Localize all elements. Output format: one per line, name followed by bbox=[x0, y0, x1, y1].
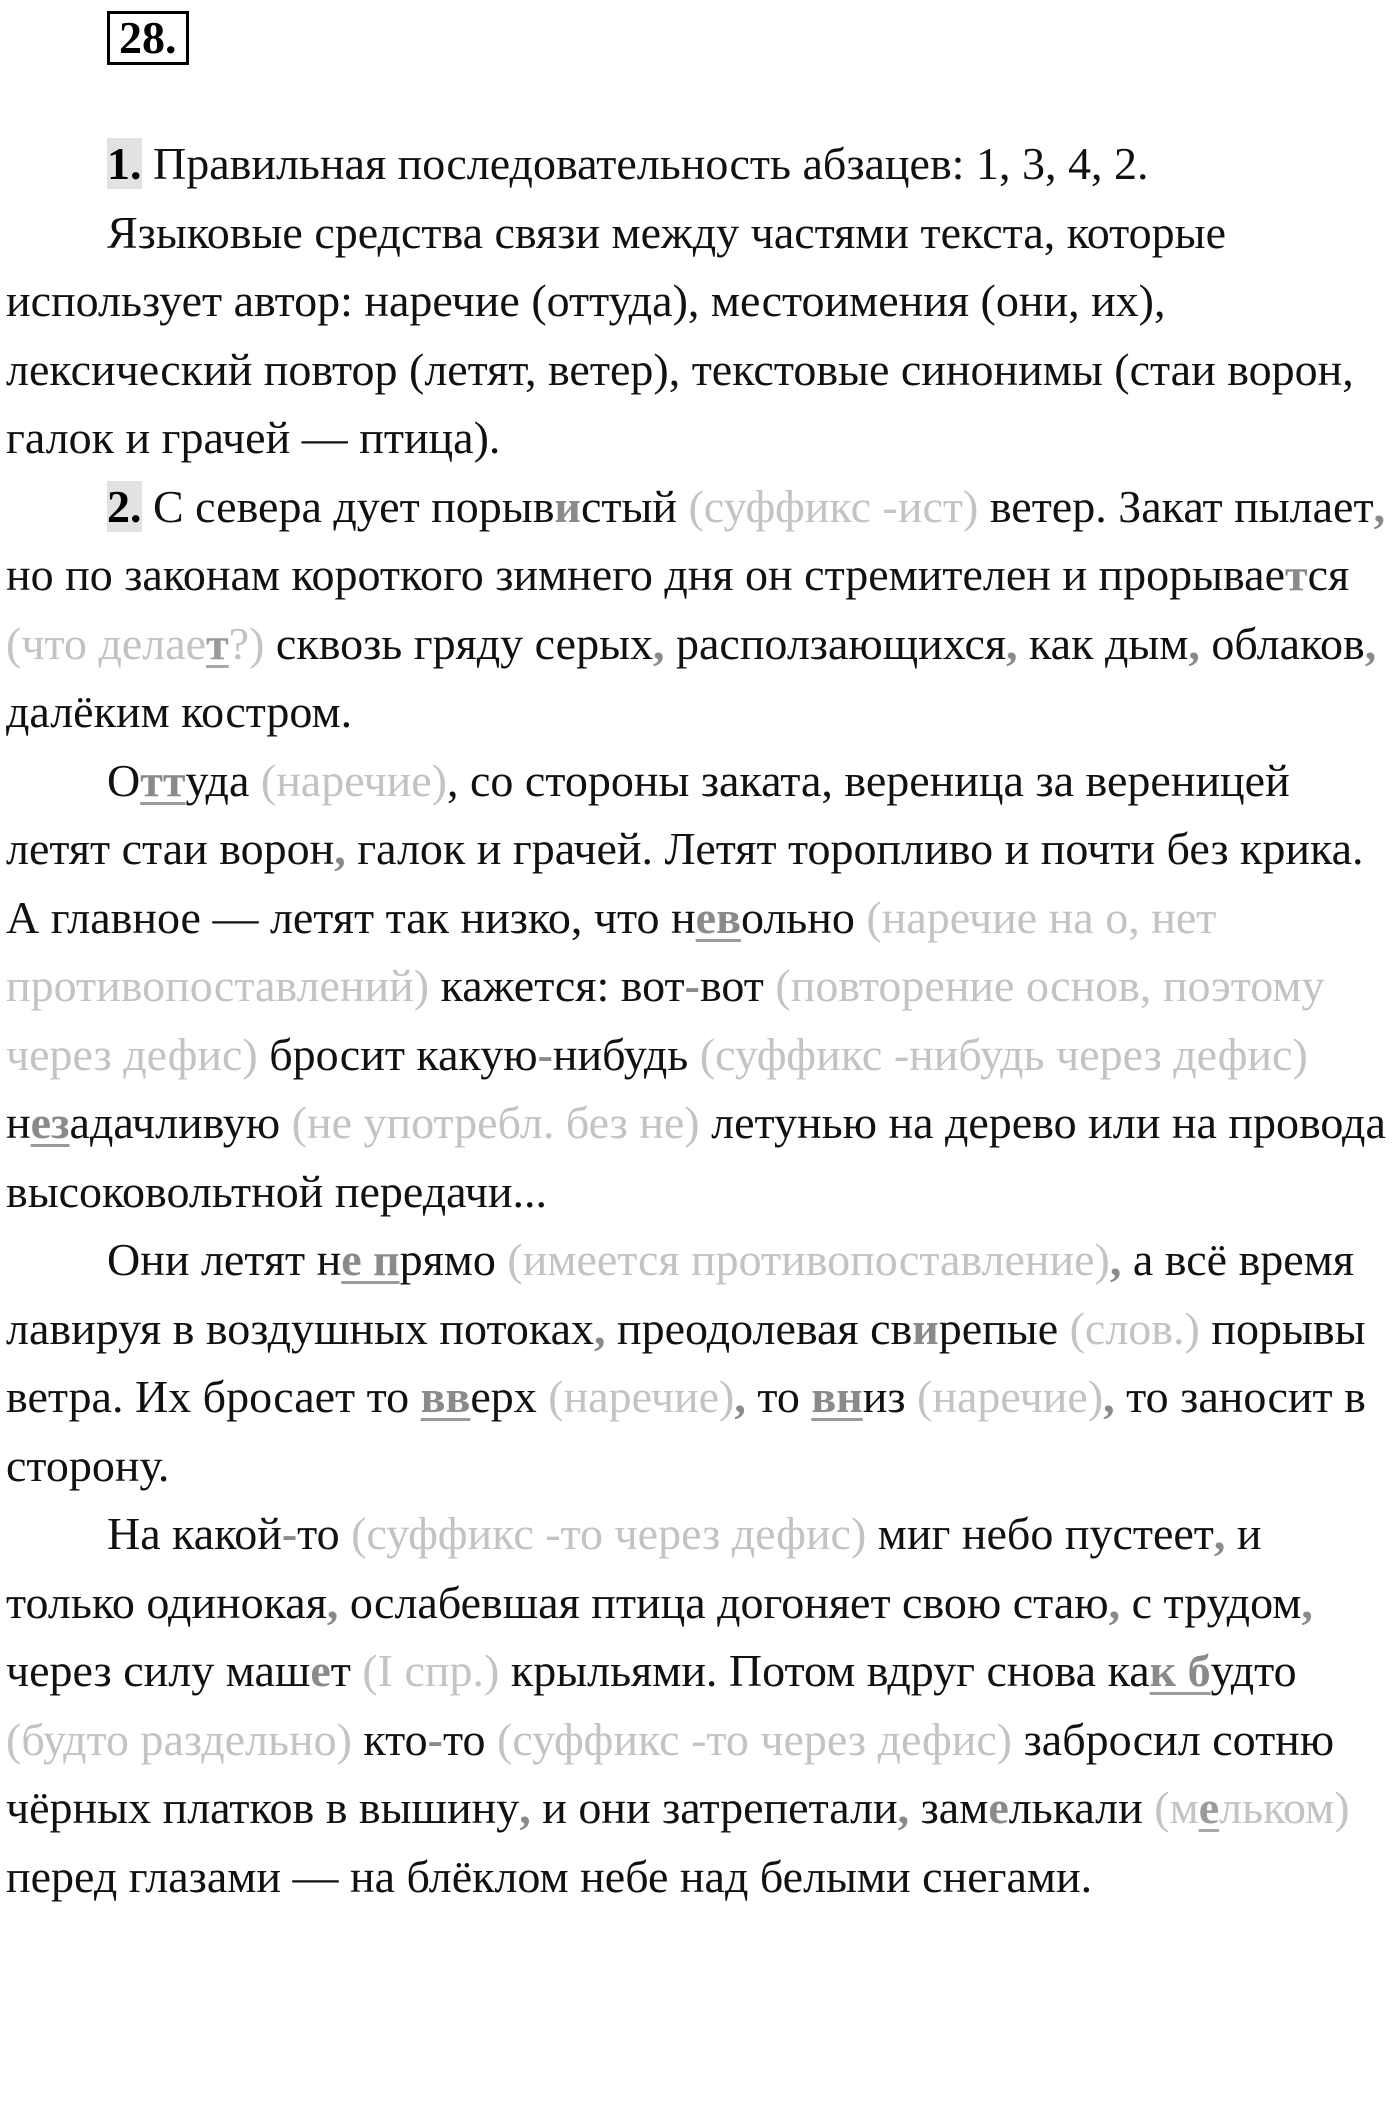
text-run: лькали bbox=[1008, 1782, 1155, 1833]
grammar-note: (м bbox=[1154, 1782, 1199, 1833]
grammar-note: (повторение основ, поэтому через дефис) bbox=[6, 960, 1325, 1080]
text-run: ослабевшая птица догоняет свою стаю bbox=[338, 1576, 1109, 1628]
text-run: и они затрепетали bbox=[530, 1782, 898, 1833]
highlighted-letter: , bbox=[1006, 617, 1018, 669]
highlighted-letter: , bbox=[1188, 617, 1200, 669]
underlined-letters: тт bbox=[140, 754, 186, 806]
text-run: кто bbox=[351, 1713, 428, 1765]
grammar-note: (суффикс -ист) bbox=[688, 480, 979, 532]
text-run: бросит какую bbox=[257, 1028, 538, 1080]
highlighted-letter: и bbox=[912, 1302, 939, 1354]
text-run: крыльями. Потом вдруг снова ка bbox=[499, 1645, 1150, 1696]
text-run: рямо bbox=[399, 1234, 508, 1285]
text-run: через силу маш bbox=[6, 1645, 311, 1696]
highlighted-letter: и bbox=[554, 480, 581, 532]
paragraph bbox=[6, 473, 1390, 747]
grammar-note: (суффикс -то через дефис) bbox=[497, 1713, 1013, 1765]
highlighted-letter: , bbox=[1103, 1371, 1115, 1422]
text-run: О bbox=[107, 754, 141, 806]
text-run: Правильная последовательность абзацев: 1, 3, 4, 2. bbox=[141, 138, 1149, 189]
grammar-note: (не употребл. без не) bbox=[291, 1097, 700, 1148]
highlighted-letter: , bbox=[1373, 480, 1386, 532]
text-run: с трудом bbox=[1120, 1576, 1302, 1628]
text-run: н bbox=[6, 1097, 31, 1148]
text-run: облаков bbox=[1199, 617, 1365, 669]
highlighted-letter: , bbox=[897, 1782, 910, 1833]
text-run: расползающихся bbox=[664, 617, 1007, 669]
text-run: забросил сотню чёрных платков в вышину bbox=[6, 1713, 1335, 1833]
text-run: то bbox=[443, 1713, 497, 1765]
answer-text bbox=[6, 130, 1390, 1911]
highlighted-letter: , bbox=[734, 1371, 746, 1422]
underlined-note-letter: т bbox=[206, 617, 229, 669]
text-run: На какой bbox=[107, 1508, 282, 1559]
grammar-note: льком) bbox=[1219, 1782, 1350, 1833]
text-run: летунью на дерево или на провода высоковольтной передачи... bbox=[6, 1097, 1386, 1217]
text-run: галок и грачей. Летят торопливо и почти без крика. А главное — летят так низко, что н bbox=[6, 823, 1364, 943]
text-run: вот bbox=[699, 960, 776, 1011]
grammar-note: (наречие) bbox=[548, 1371, 735, 1422]
highlighted-letter: , bbox=[334, 823, 346, 874]
underlined-letters: вн bbox=[811, 1371, 863, 1422]
underlined-letters: ез bbox=[30, 1097, 70, 1148]
text-run: С севера дует порыв bbox=[141, 480, 555, 532]
grammar-note: (наречие) bbox=[917, 1371, 1104, 1422]
text-run: порывы ветра. Их бросает то bbox=[6, 1302, 1366, 1422]
highlighted-letter: е bbox=[988, 1782, 1009, 1833]
highlighted-letter: - bbox=[281, 1508, 298, 1559]
grammar-note: (будто раздельно) bbox=[6, 1713, 352, 1765]
text-run: удто bbox=[1210, 1645, 1297, 1696]
highlighted-letter: , bbox=[1301, 1576, 1313, 1628]
item-number: 1. bbox=[107, 138, 142, 189]
item-number: 2. bbox=[107, 480, 142, 532]
highlighted-letter: - bbox=[537, 1028, 553, 1080]
grammar-note: (суффикс -нибудь через дефис) bbox=[699, 1028, 1308, 1080]
text-run: как дым bbox=[1017, 617, 1189, 669]
paragraph bbox=[6, 199, 1390, 473]
paragraph bbox=[6, 747, 1390, 1227]
highlighted-letter: - bbox=[684, 960, 700, 1011]
grammar-note: (наречие) bbox=[260, 754, 447, 806]
text-run: из bbox=[862, 1371, 918, 1422]
highlighted-letter: , bbox=[1108, 1576, 1121, 1628]
text-run: Они летят н bbox=[107, 1234, 342, 1285]
text-run: то bbox=[745, 1371, 812, 1422]
highlighted-letter: , bbox=[519, 1782, 531, 1833]
text-run: но по законам короткого зимнего дня он стремителен и прорывае bbox=[6, 549, 1285, 600]
text-run: преодолевая св bbox=[605, 1302, 913, 1354]
text-run: ветер. Закат пылает bbox=[978, 480, 1374, 532]
text-run: ерх bbox=[470, 1371, 549, 1422]
underlined-letters: е п bbox=[341, 1234, 400, 1285]
text-run: а всё время лавируя в воздушных потоках bbox=[6, 1234, 1354, 1354]
text-run: Языковые средства связи между частями текста, которые использует автор: наречие (оттуда), местоимения (они, их), лексический повтор (летят, ветер), текстовые синонимы (стаи ворон, галок и грачей — птица). bbox=[6, 206, 1354, 463]
text-run: миг небо пустеет bbox=[866, 1508, 1214, 1559]
text-run: зам bbox=[909, 1782, 989, 1833]
text-run: далёким костром. bbox=[6, 686, 353, 737]
text-run: то заносит в сторону. bbox=[6, 1371, 1366, 1491]
highlighted-letter: , bbox=[594, 1302, 606, 1354]
text-run: репые bbox=[938, 1302, 1070, 1354]
grammar-note: (имеется противопоставление) bbox=[507, 1234, 1110, 1285]
highlighted-letter: , bbox=[1213, 1508, 1226, 1559]
text-run: то bbox=[297, 1508, 352, 1559]
text-run: кажется: вот bbox=[429, 960, 685, 1011]
text-run: стый bbox=[580, 480, 689, 532]
text-run: нибудь bbox=[552, 1028, 700, 1080]
grammar-note: (суффикс -то через дефис) bbox=[351, 1508, 867, 1559]
underlined-note-letter: е bbox=[1198, 1782, 1220, 1833]
underlined-letters: к б bbox=[1149, 1645, 1211, 1696]
highlighted-letter: , bbox=[652, 617, 665, 669]
underlined-letters: ев bbox=[695, 891, 741, 943]
text-run: , со стороны заката, вереница за вереницей летят стаи ворон bbox=[6, 754, 1290, 874]
grammar-note: ?) bbox=[228, 617, 265, 669]
highlighted-letter: , bbox=[1109, 1234, 1122, 1285]
text-run: перед глазами — на блёклом небе над белыми снегами. bbox=[6, 1850, 1093, 1902]
paragraph bbox=[6, 1500, 1390, 1911]
highlighted-letter: - bbox=[427, 1713, 443, 1765]
highlighted-letter: е bbox=[310, 1645, 331, 1696]
text-run: ся bbox=[1307, 549, 1350, 600]
grammar-note: (что делае bbox=[6, 617, 207, 669]
task-number-box: 28. bbox=[107, 11, 189, 65]
grammar-note: (слов.) bbox=[1069, 1302, 1200, 1354]
highlighted-letter: , bbox=[326, 1576, 339, 1628]
highlighted-letter: т bbox=[1285, 549, 1308, 600]
text-run: т bbox=[330, 1645, 363, 1696]
text-run: адачливую bbox=[69, 1097, 292, 1148]
text-run: уда bbox=[185, 754, 261, 806]
highlighted-letter: , bbox=[1364, 617, 1377, 669]
paragraph bbox=[6, 130, 1390, 199]
underlined-letters: вв bbox=[420, 1371, 471, 1422]
text-run: ольно bbox=[740, 891, 867, 943]
grammar-note: (I спр.) bbox=[362, 1645, 500, 1696]
text-run: и только одинокая bbox=[6, 1508, 1262, 1628]
text-run: сквозь гряду серых bbox=[264, 617, 653, 669]
paragraph bbox=[6, 1226, 1390, 1500]
grammar-note: (наречие на о, нет противопоставлений) bbox=[6, 891, 1217, 1011]
